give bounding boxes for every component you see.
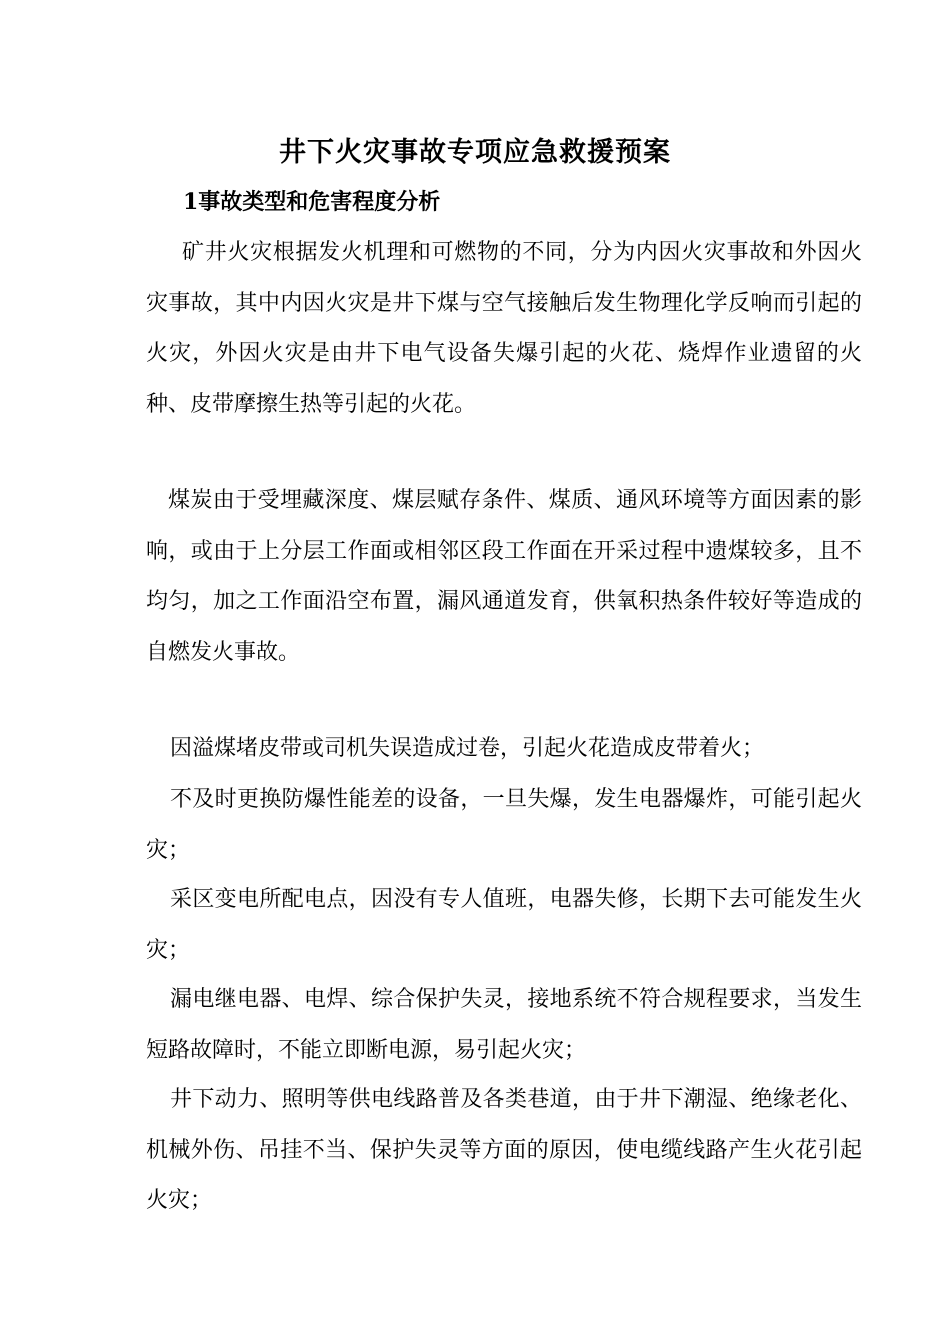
section-heading: 1事故类型和危害程度分析 [183,189,441,215]
list-item: 因溢煤堵皮带或司机失误造成过卷，引起火花造成皮带着火； [170,736,765,761]
document-title: 井下火灾事故专项应急救援预案 [279,137,671,168]
list-item: 采区变电所配电点，因没有专人值班，电器失修，长期下去可能发生火灾； [146,887,862,963]
list-item: 不及时更换防爆性能差的设备，一旦失爆，发生电器爆炸，可能引起火灾； [146,787,862,863]
paragraph-fire-types: 矿井火灾根据发火机理和可燃物的不同，分为内因火灾事故和外因火灾事故，其中内因火灾是井下煤与空气接触后发生物理化学反响而引起的火灾，外因火灾是由井下电气设备失爆引起的火花、烧焊作业遗留的火种、皮带摩擦生热等引起的火花。 [146,240,862,417]
list-item: 井下动力、照明等供电线路普及各类巷道，由于井下潮湿、绝缘老化、机械外伤、吊挂不当、保护失灵等方面的原因，使电缆线路产生火花引起火灾； [146,1087,862,1213]
list-item: 漏电继电器、电焊、综合保护失灵，接地系统不符合规程要求，当发生短路故障时，不能立即断电源，易引起火灾； [146,987,862,1063]
paragraph-spontaneous-combustion: 煤炭由于受埋藏深度、煤层赋存条件、煤质、通风环境等方面因素的影响，或由于上分层工作面或相邻区段工作面在开采过程中遗煤较多，且不均匀，加之工作面沿空布置，漏风通道发育，供氧积热条件较好等造成的自燃发火事故。 [146,488,862,665]
